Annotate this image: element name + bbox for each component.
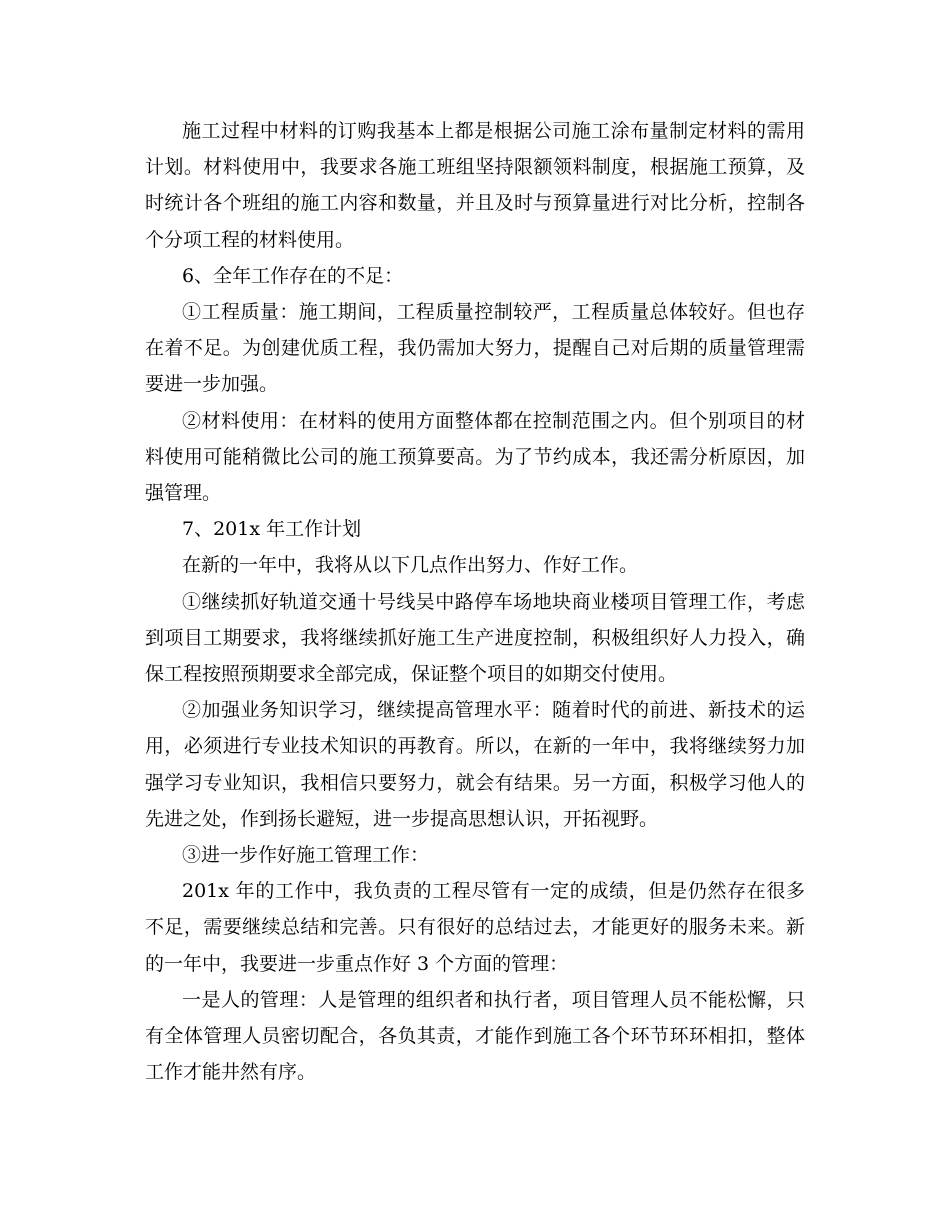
paragraph-plan-item-1: ①继续抓好轨道交通十号线吴中路停车场地块商业楼项目管理工作，考虑到项目工期要求，我将继续抓好施工生产进度控制，积极组织好人力投入，确保工程按照预期要求全部完成，保证整个项目的如期交付使用。 [145,590,805,686]
paragraph-year-review: 201x 年的工作中，我负责的工程尽管有一定的成绩，但是仍然存在很多不足，需要继续总结和完善。只有很好的总结过去，才能更好的服务未来。新的一年中，我要进一步重点作好 3 个方面的管理： [145,880,805,975]
paragraph-material-usage: ②材料使用：在材料的使用方面整体都在控制范围之内。但个别项目的材料使用可能稍微比公司的施工预算要高。为了节约成本，我还需分析原因，加强管理。 [145,409,805,505]
heading-shortcomings: 6、全年工作存在的不足： [182,264,404,287]
heading-work-plan: 7、201x 年工作计划 [182,518,362,541]
heading-construction-management: ③进一步作好施工管理工作： [182,844,430,867]
document-body [145,113,805,1090]
paragraph-plan-intro: 在新的一年中，我将从以下几点作出努力、作好工作。 [182,554,639,577]
paragraph-plan-item-2: ②加强业务知识学习，继续提高管理水平：随着时代的前进、新技术的运用，必须进行专业技术知识的再教育。所以，在新的一年中，我将继续努力加强学习专业知识，我相信只要努力，就会有结果。另一方面，积极学习他人的先进之处，作到扬长避短，进一步提高思想认识，开拓视野。 [145,699,805,830]
paragraph-quality: ①工程质量：施工期间，工程质量控制较严，工程质量总体较好。但也存在着不足。为创建优质工程，我仍需加大努力，提醒自己对后期的质量管理需要进一步加强。 [145,301,805,396]
paragraph-people-management: 一是人的管理：人是管理的组织者和执行者，项目管理人员不能松懈，只有全体管理人员密切配合，各负其责，才能作到施工各个环节环环相扣，整体工作才能井然有序。 [145,988,805,1084]
paragraph-material-procurement: 施工过程中材料的订购我基本上都是根据公司施工涂布量制定材料的需用计划。材料使用中，我要求各施工班组坚持限额领料制度，根据施工预算，及时统计各个班组的施工内容和数量，并且及时与预算量进行对比分析，控制各个分项工程的材料使用。 [145,120,805,251]
